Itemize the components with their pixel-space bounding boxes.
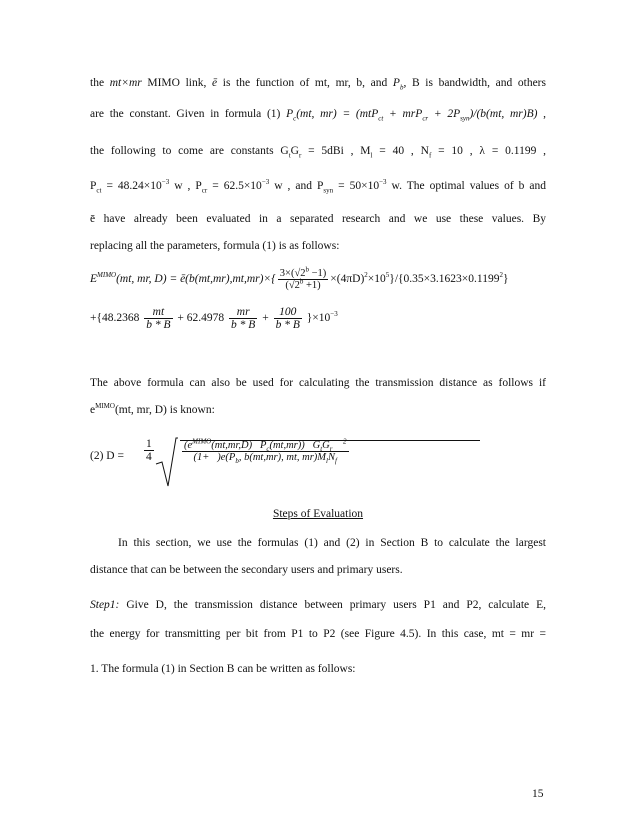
eq-den: $(1+ )e(P_b$, b(mt,mr), mt, $mr)M_lN_f$ — [193, 452, 337, 466]
t: , B is bandwidth, and others — [403, 77, 546, 89]
eq: + 62.4978 — [177, 312, 225, 325]
eq-num: 1 — [146, 438, 152, 450]
t: )/(b(mt, mr)B) — [469, 108, 538, 120]
t: + 2P — [428, 108, 461, 120]
t: the — [90, 77, 110, 89]
text-line-6: replacing all the parameters, formula (1) is as follows: — [90, 240, 340, 252]
text-line-p3: Step1: Give D, the transmission distance between primary users P1 and P2, calculate E, — [90, 599, 546, 611]
text-line-1 — [90, 77, 546, 92]
eq-num: mt — [144, 306, 172, 319]
t: (mt, mr) = (mtP — [296, 108, 379, 120]
equation-1-line-1 — [90, 265, 509, 291]
text-line-p5: 1. The formula (1) in Section B can be written as follows: — [90, 663, 356, 675]
t: b — [399, 83, 404, 92]
text-line-p4: the energy for transmitting per bit from P1 to P2 (see Figure 4.5). In this case, mt = mr = — [90, 628, 546, 640]
eq: }$\times 10^{-3}$ — [306, 310, 338, 325]
eq: + — [262, 312, 269, 325]
eq: $\times(4\pi D)^2\times 10^5\}/\{0.35\times 3.1623\times 0.1199^2\}$ — [330, 271, 509, 286]
text-line-4: $P_{ct} = 48.24\times 10^{-3}$ w , $P_{cr} = 62.5\times 10^{-3}$ w , and $P_{syn} = 50\times 10^{-3}$ w. The optimal values of b and — [90, 178, 546, 195]
eq-num: 100 — [274, 306, 302, 319]
eq-den: b * B — [231, 319, 256, 331]
eq-num: mr — [229, 306, 257, 319]
t: are the constant. Given in formula (1) — [90, 108, 287, 120]
section-heading: Steps of Evaluation — [272, 508, 364, 520]
t: syn — [460, 114, 470, 123]
eq-num: $3\times(√2^b -1)$ — [279, 265, 327, 279]
eq-num: ($e^{MIMO}(mt,mr,D)$ $P_c(mt,mr)$) $G_tG_r$ $^2$ — [184, 437, 347, 454]
text-line-8: $e^{MIMO}(mt$, mr, D) is known: — [90, 402, 215, 416]
eq-den: $(√2^b +1)$ — [285, 277, 321, 291]
text-line-7: The above formula can also be used for calculating the transmission distance as follows if — [90, 377, 546, 389]
text-line-5: ē have already been evaluated in a separated research and we use these values. By — [90, 213, 546, 225]
t: + mrP — [383, 108, 423, 120]
t: mt×mr — [109, 77, 142, 89]
eq: $E^{MIMO}(mt$, mr, D) = ē(b(mt,mr),mt,mr)×{ — [90, 271, 276, 286]
eq: +{48.2368 — [90, 312, 140, 325]
t: c — [293, 114, 297, 123]
t: is the function of mt, mr, b, and — [217, 77, 393, 89]
text-line-p2: distance that can be between the secondary users and primary users. — [90, 564, 403, 576]
text-line-3: the following to come are constants $G_tG_r = 5dBi$ , $M_l = 40$ , $N_f = 10$ , λ = 0.1199 , — [90, 145, 547, 160]
text-line-2 — [90, 108, 547, 123]
t: MIMO link, — [141, 77, 212, 89]
sqrt-sign — [154, 436, 178, 488]
t: P — [286, 108, 294, 120]
eq-den: b * B — [275, 319, 300, 331]
t: , — [537, 108, 547, 120]
t: P — [392, 77, 400, 89]
eq: (2) D = — [90, 450, 124, 462]
t: ct — [378, 114, 384, 123]
text-line-p1: In this section, we use the formulas (1) and (2) in Section B to calculate the largest — [118, 537, 546, 549]
equation-1-line-2 — [90, 306, 338, 331]
t: cr — [422, 114, 429, 123]
t: ē — [212, 77, 218, 89]
eq-den: b * B — [146, 319, 171, 331]
page-number: 15 — [532, 788, 544, 800]
eq-den: 4 — [146, 451, 152, 463]
